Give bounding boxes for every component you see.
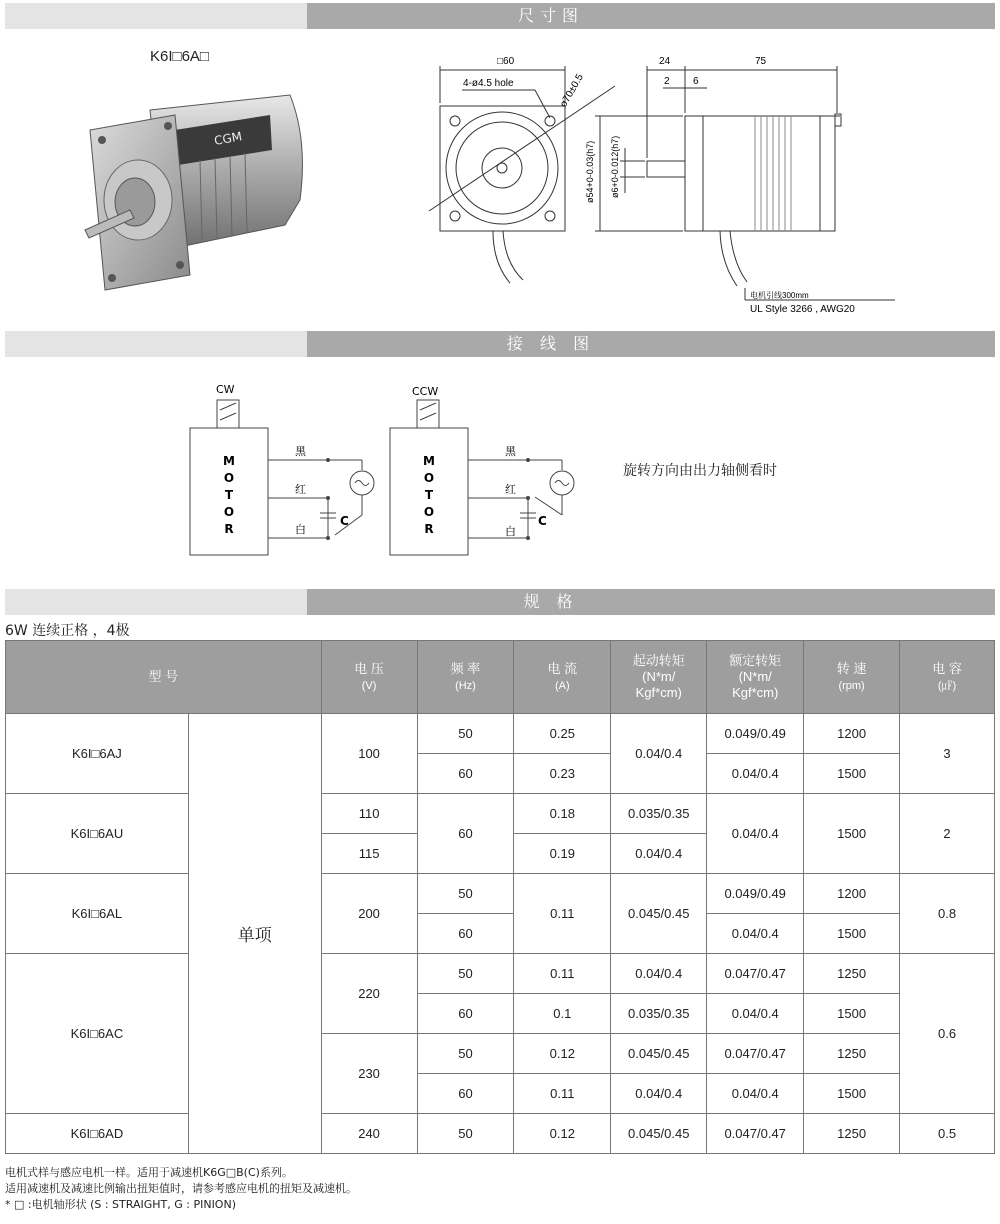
dim-pitch: ø70±0.5	[558, 72, 586, 110]
current-cell: 0.25	[514, 714, 611, 754]
rated-torque-cell: 0.04/0.4	[707, 1074, 804, 1114]
table-row	[6, 794, 995, 834]
start-torque-cell: 0.045/0.45	[611, 1114, 707, 1154]
header-capacitor: 电 容 (㎌)	[900, 641, 995, 714]
start-torque-cell: 0.04/0.4	[611, 714, 707, 794]
freq-cell: 50	[417, 954, 514, 994]
current-cell: 0.11	[514, 1074, 611, 1114]
section-header-dimensions	[5, 3, 995, 29]
speed-cell: 1250	[804, 954, 900, 994]
wire-black: 黑	[505, 445, 516, 458]
dim-2: 2	[664, 76, 670, 87]
rated-torque-cell: 0.049/0.49	[707, 714, 804, 754]
model-cell: K6I□6AC	[6, 954, 189, 1114]
model-cell: K6I□6AU	[6, 794, 189, 874]
speed-cell: 1500	[804, 994, 900, 1034]
table-row	[6, 954, 995, 994]
freq-cell: 60	[417, 754, 514, 794]
rated-torque-cell: 0.047/0.47	[707, 1114, 804, 1154]
voltage-cell: 100	[321, 714, 417, 794]
footnote: 适用减速机及减速比例输出扭矩值时，请参考感应电机的扭矩及减速机。	[5, 1182, 357, 1195]
rated-torque-cell: 0.047/0.47	[707, 1034, 804, 1074]
freq-cell: 50	[417, 1114, 514, 1154]
wire-red: 红	[505, 483, 516, 496]
table-header-row	[6, 641, 995, 714]
table-row	[6, 874, 995, 914]
motor-letter: O	[423, 471, 435, 485]
start-torque-cell: 0.035/0.35	[611, 994, 707, 1034]
footnote: 电机式样与感应电机一样。适用于减速机K6G□B(C)系列。	[5, 1166, 293, 1179]
capacitor-cell: 0.6	[900, 954, 995, 1114]
section-title: 接 线 图	[506, 334, 596, 353]
lead-spec: UL Style 3266 , AWG20	[750, 304, 855, 315]
header-model: 型 号	[6, 641, 322, 714]
section-title: 规 格	[523, 592, 579, 611]
rated-torque-cell: 0.04/0.4	[707, 994, 804, 1034]
dim-holes: 4-ø4.5 hole	[463, 78, 514, 89]
spec-table	[5, 640, 995, 1154]
dim-shaft: ø6+0-0.012(h7)	[610, 135, 620, 198]
rated-torque-cell: 0.049/0.49	[707, 874, 804, 914]
voltage-cell: 240	[321, 1114, 417, 1154]
speed-cell: 1250	[804, 1114, 900, 1154]
header-frequency: 频 率 (Hz)	[417, 641, 514, 714]
header-current: 电 流 (A)	[514, 641, 611, 714]
header-voltage: 电 压 (V)	[321, 641, 417, 714]
footnote: * □ :电机轴形状 (S : STRAIGHT, G : PINION)	[5, 1198, 236, 1211]
dim-75: 75	[755, 56, 767, 67]
section-header-specs	[5, 589, 995, 615]
rotation-note: 旋转方向由出力轴侧看时	[623, 463, 777, 479]
dim-pilot: ø54+0-0.03(h7)	[585, 140, 595, 203]
capacitor-label: C	[538, 514, 547, 528]
motor-letter: R	[224, 522, 234, 536]
freq-cell: 60	[417, 914, 514, 954]
model-cell: K6I□6AD	[6, 1114, 189, 1154]
capacitor-cell: 3	[900, 714, 995, 794]
header-start-torque: 起动转矩 (N*m/ Kgf*cm)	[611, 641, 707, 714]
capacitor-cell: 2	[900, 794, 995, 874]
wire-black: 黑	[295, 445, 306, 458]
ccw-label: CCW	[412, 385, 439, 398]
motor-photo	[80, 90, 310, 305]
speed-cell: 1250	[804, 1034, 900, 1074]
start-torque-cell: 0.035/0.35	[611, 794, 707, 834]
wire-red: 红	[295, 483, 306, 496]
wire-white: 白	[505, 525, 516, 538]
section-header-wiring	[5, 331, 995, 357]
current-cell: 0.12	[514, 1034, 611, 1074]
model-cell: K6I□6AJ	[6, 714, 189, 794]
motor-letter: O	[223, 505, 235, 519]
spec-subtitle: 6W 连续正格 ，4极	[5, 623, 130, 639]
header-speed: 转 速 (rpm)	[804, 641, 900, 714]
wiring-diagram	[180, 375, 600, 575]
freq-cell: 60	[417, 794, 514, 874]
capacitor-label: C	[340, 514, 349, 528]
current-cell: 0.23	[514, 754, 611, 794]
start-torque-cell: 0.045/0.45	[611, 874, 707, 954]
phase-cell: 单项	[188, 714, 321, 1154]
voltage-cell: 220	[321, 954, 417, 1034]
freq-cell: 50	[417, 1034, 514, 1074]
speed-cell: 1500	[804, 914, 900, 954]
motor-letter: R	[424, 522, 434, 536]
motor-letter: M	[223, 454, 235, 468]
capacitor-cell: 0.5	[900, 1114, 995, 1154]
cw-label: CW	[216, 383, 235, 396]
freq-cell: 50	[417, 714, 514, 754]
freq-cell: 60	[417, 994, 514, 1034]
speed-cell: 1500	[804, 754, 900, 794]
capacitor-cell: 0.8	[900, 874, 995, 954]
rated-torque-cell: 0.04/0.4	[707, 754, 804, 794]
speed-cell: 1500	[804, 794, 900, 874]
table-row	[6, 714, 995, 754]
rated-torque-cell: 0.04/0.4	[707, 914, 804, 954]
voltage-cell: 110	[321, 794, 417, 834]
voltage-cell: 230	[321, 1034, 417, 1114]
motor-letter: T	[424, 488, 434, 502]
current-cell: 0.1	[514, 994, 611, 1034]
dim-24: 24	[659, 56, 671, 67]
dimension-drawing	[415, 48, 915, 323]
current-cell: 0.18	[514, 794, 611, 834]
freq-cell: 60	[417, 1074, 514, 1114]
lead-length: 电机引线300mm	[750, 291, 809, 300]
header-rated-torque: 额定转矩 (N*m/ Kgf*cm)	[707, 641, 804, 714]
current-cell: 0.12	[514, 1114, 611, 1154]
motor-letter: M	[423, 454, 435, 468]
svg-text:CGM: CGM	[213, 129, 244, 148]
current-cell: 0.11	[514, 874, 611, 954]
wire-white: 白	[295, 523, 306, 536]
voltage-cell: 200	[321, 874, 417, 954]
speed-cell: 1200	[804, 714, 900, 754]
speed-cell: 1200	[804, 874, 900, 914]
start-torque-cell: 0.045/0.45	[611, 1034, 707, 1074]
freq-cell: 50	[417, 874, 514, 914]
footnotes	[5, 1165, 357, 1213]
model-title: K6I□6A□	[150, 48, 209, 65]
start-torque-cell: 0.04/0.4	[611, 954, 707, 994]
dim-square: □60	[497, 56, 515, 67]
rated-torque-cell: 0.047/0.47	[707, 954, 804, 994]
model-cell: K6I□6AL	[6, 874, 189, 954]
current-cell: 0.19	[514, 834, 611, 874]
rated-torque-cell: 0.04/0.4	[707, 794, 804, 874]
table-row	[6, 1114, 995, 1154]
voltage-cell: 115	[321, 834, 417, 874]
speed-cell: 1500	[804, 1074, 900, 1114]
start-torque-cell: 0.04/0.4	[611, 834, 707, 874]
section-title: 尺寸图	[517, 6, 584, 25]
start-torque-cell: 0.04/0.4	[611, 1074, 707, 1114]
dim-6: 6	[693, 76, 699, 87]
motor-letter: O	[223, 471, 235, 485]
current-cell: 0.11	[514, 954, 611, 994]
motor-letter: O	[423, 505, 435, 519]
motor-letter: T	[224, 488, 234, 502]
